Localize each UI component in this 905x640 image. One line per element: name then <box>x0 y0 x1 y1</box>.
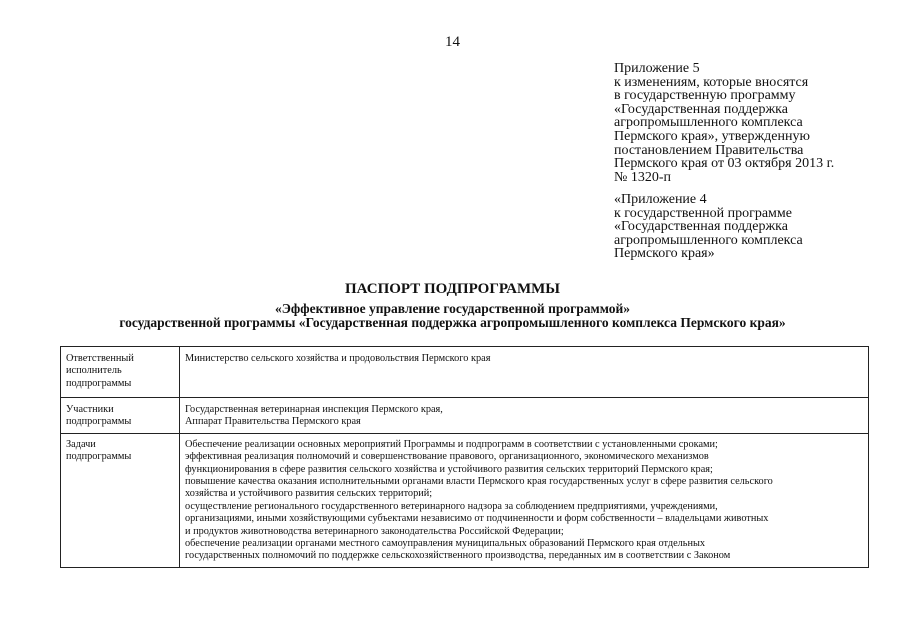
label-line: подпрограммы <box>66 451 132 463</box>
value-line: организациями, иными хозяйствующими субъектами независимо от подчиненности и форм собственности – владельцами животных <box>185 513 769 525</box>
page-number: 14 <box>445 34 460 50</box>
appendix-4-block <box>614 193 894 261</box>
appendix-4-line: «Приложение 4 <box>614 192 707 207</box>
row-value <box>180 433 869 567</box>
row-label <box>61 433 180 567</box>
value-line: Государственная ветеринарная инспекция Пермского края, <box>185 404 443 415</box>
appendix-4-line: к государственной программе <box>614 205 792 221</box>
appendix-4-line: Пермского края» <box>614 246 715 262</box>
appendix-5-line: № 1320-п <box>614 169 672 185</box>
appendix-5-block <box>614 62 894 184</box>
value-line: хозяйства и устойчивого развития сельских территорий; <box>185 488 433 500</box>
label-line: Ответственный <box>66 353 134 364</box>
label-line: подпрограммы <box>66 377 132 389</box>
value-line: осуществление регионального государственного ветеринарного надзора за соблюдением предприятиями, учреждениями, <box>185 500 718 512</box>
appendix-5-line: Пермского края», утвержденную <box>614 128 810 144</box>
appendix-5-line: к изменениям, которые вносятся <box>614 74 809 90</box>
document-subtitle-program: государственной программы «Государственная поддержка агропромышленного комплекса Пермского края» <box>119 315 786 330</box>
value-line: эффективная реализация полномочий и совершенствование правового, организационного, экономического механизмов <box>185 451 709 463</box>
value-line: и продуктов животноводства ветеринарного законодательства Российской Федерации; <box>185 525 564 537</box>
appendix-5-line: в государственную программу <box>614 88 796 104</box>
appendix-5-line: «Государственная поддержка <box>614 101 788 117</box>
table-row-executor <box>61 347 869 398</box>
row-value <box>180 398 869 434</box>
appendix-4-line: агропромышленного комплекса <box>614 232 803 248</box>
appendix-5-line: Приложение 5 <box>614 61 700 76</box>
appendix-5-line: Пермского края от 03 октября 2013 г. <box>614 156 835 172</box>
table-row-participants <box>61 398 869 434</box>
value-line: Обеспечение реализации основных мероприятий Программы и подпрограмм в соответствии с установленными сроками; <box>185 438 718 450</box>
appendix-4-line: «Государственная поддержка <box>614 219 788 235</box>
value-line: Министерство сельского хозяйства и продовольствия Пермского края <box>185 353 491 364</box>
value-line: функционирования в сфере развития сельского хозяйства и устойчивого развития сельских территорий Пермского края; <box>185 463 713 475</box>
value-line: обеспечение реализации органами местного самоуправления муниципальных образований Пермского края отдельных <box>185 538 706 550</box>
passport-table <box>60 346 869 568</box>
row-value <box>180 347 869 398</box>
table-row-tasks <box>61 433 869 567</box>
value-line: Аппарат Правительства Пермского края <box>185 416 361 428</box>
label-line: Задачи <box>66 438 96 450</box>
appendix-5-line: постановлением Правительства <box>614 142 804 158</box>
value-line: государственных полномочий по поддержке сельскохозяйственного производства, переданных им в соответствии с Законом <box>185 550 731 562</box>
document-subtitle: «Эффективное управление государственной программой» <box>275 301 630 316</box>
appendix-5-line: агропромышленного комплекса <box>614 115 803 131</box>
label-line: Участники <box>66 404 114 415</box>
row-label <box>61 347 180 398</box>
label-line: подпрограммы <box>66 416 132 428</box>
label-line: исполнитель <box>66 365 122 377</box>
row-label <box>61 398 180 434</box>
document-title: ПАСПОРТ ПОДПРОГРАММЫ <box>344 281 560 297</box>
value-line: повышение качества оказания исполнительными органами власти Пермского края государственных услуг в сфере развития сельского <box>185 476 773 488</box>
